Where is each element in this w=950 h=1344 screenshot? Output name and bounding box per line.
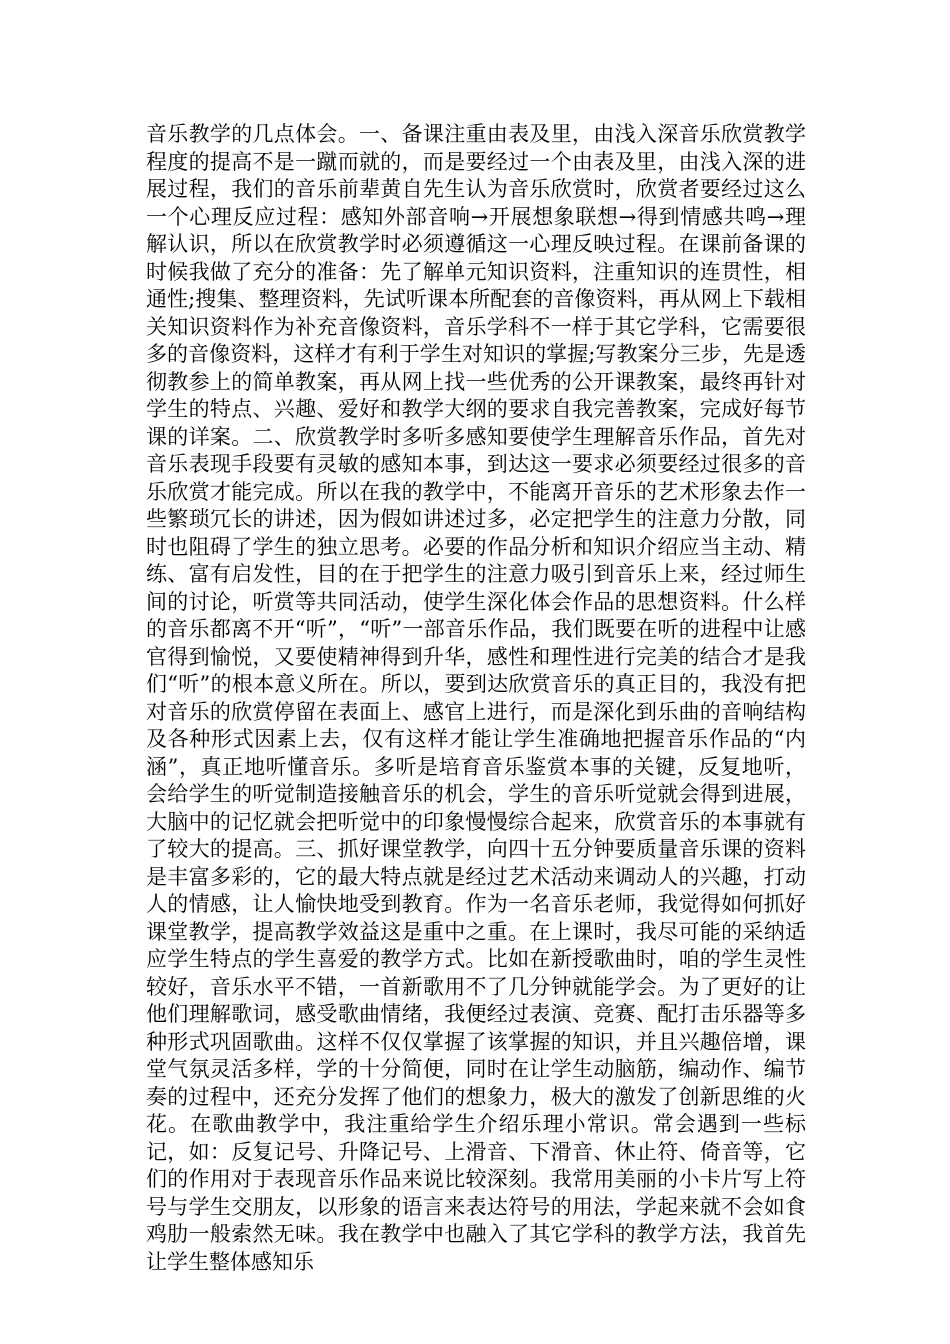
body-paragraph: 音乐教学的几点体会。一、备课注重由表及里，由浅入深音乐欣赏教学程度的提高不是一蹴而就的，而是要经过一个由表及里，由浅入深的进展过程，我们的音乐前辈黄自先生认为音乐欣赏时，欣赏者要经过这么一个心理反应过程：感知外部音响→开展想象联想→得到情感共鸣→理解认识，所以在欣赏教学时必须遵循这一心理反映过程。在课前备课的时候我做了充分的准备：先了解单元知识资料，注重知识的连贯性，相通性;搜集、整理资料，先试听课本所配套的音像资料，再从网上下载相关知识资料作为补充音像资料，音乐学科不一样于其它学科，它需要很多的音像资料，这样才有利于学生对知识的掌握;写教案分三步，先是透彻教参上的简单教案，再从网上找一些优秀的公开课教案，最终再针对学生的特点、兴趣、爱好和教学大纲的要求自我完善教案，完成好每节课的详案。二、欣赏教学时多听多感知要使学生理解音乐作品，首先对音乐表现手段要有灵敏的感知本事，到达这一要求必须要经过很多的音乐欣赏才能完成。所以在我的教学中，不能离开音乐的艺术形象去作一些繁琐冗长的讲述，因为假如讲述过多，必定把学生的注意力分散，同时也阻碍了学生的独立思考。必要的作品分析和知识介绍应当主动、精练、富有启发性，目的在于把学生的注意力吸引到音乐上来，经过师生间的讨论，听赏等共同活动，使学生深化体会作品的思想资料。什么样的音乐都离不开“听”，“听”一部音乐作品，我们既要在听的进程中让感官得到愉悦，又要使精神得到升华，感性和理性进行完美的结合才是我们“听”的根本意义所在。所以，要到达欣赏音乐的真正目的，我没有把对音乐的欣赏停留在表面上、感官上进行，而是深化到乐曲的音响结构及各种形式因素上去，仅有这样才能让学生准确地把握音乐作品的“内涵”，真正地听懂音乐。多听是培育音乐鉴赏本事的关键，反复地听，会给学生的听觉制造接触音乐的机会，学生的音乐听觉就会得到进展，大脑中的记忆就会把听觉中的印象慢慢综合起来，欣赏音乐的本事就有了较大的提高。三、抓好课堂教学，向四十五分钟要质量音乐课的资料是丰富多彩的，它的最大特点就是经过艺术活动来调动人的兴趣，打动人的情感，让人愉快地受到教育。作为一名音乐老师，我觉得如何抓好课堂教学，提高教学效益这是重中之重。在上课时，我尽可能的采纳适应学生特点的学生喜爱的教学方式。比如在新授歌曲时，咱的学生灵性较好，音乐水平不错，一首新歌用不了几分钟就能学会。为了更好的让他们理解歌词，感受歌曲情绪，我便经过表演、竞赛、配打击乐器等多种形式巩固歌曲。这样不仅仅掌握了该掌握的知识，并且兴趣倍增，课堂气氛灵活多样，学的十分简便，同时在让学生动脑筋，编动作、编节奏的过程中，还充分发挥了他们的想象力，极大的激发了创新思维的火花。在歌曲教学中，我注重给学生介绍乐理小常识。常会遇到一些标记，如：反复记号、升降记号、上滑音、下滑音、休止符、倚音等，它们的作用对于表现音乐作品来说比较深刻。我常用美丽的小卡片写上符号与学生交朋友，以形象的语言来表达符号的用法，学起来就不会如食鸡肋一般索然无味。我在教学中也融入了其它学科的教学方法，我首先让学生整体感知乐 [146, 122, 806, 1274]
